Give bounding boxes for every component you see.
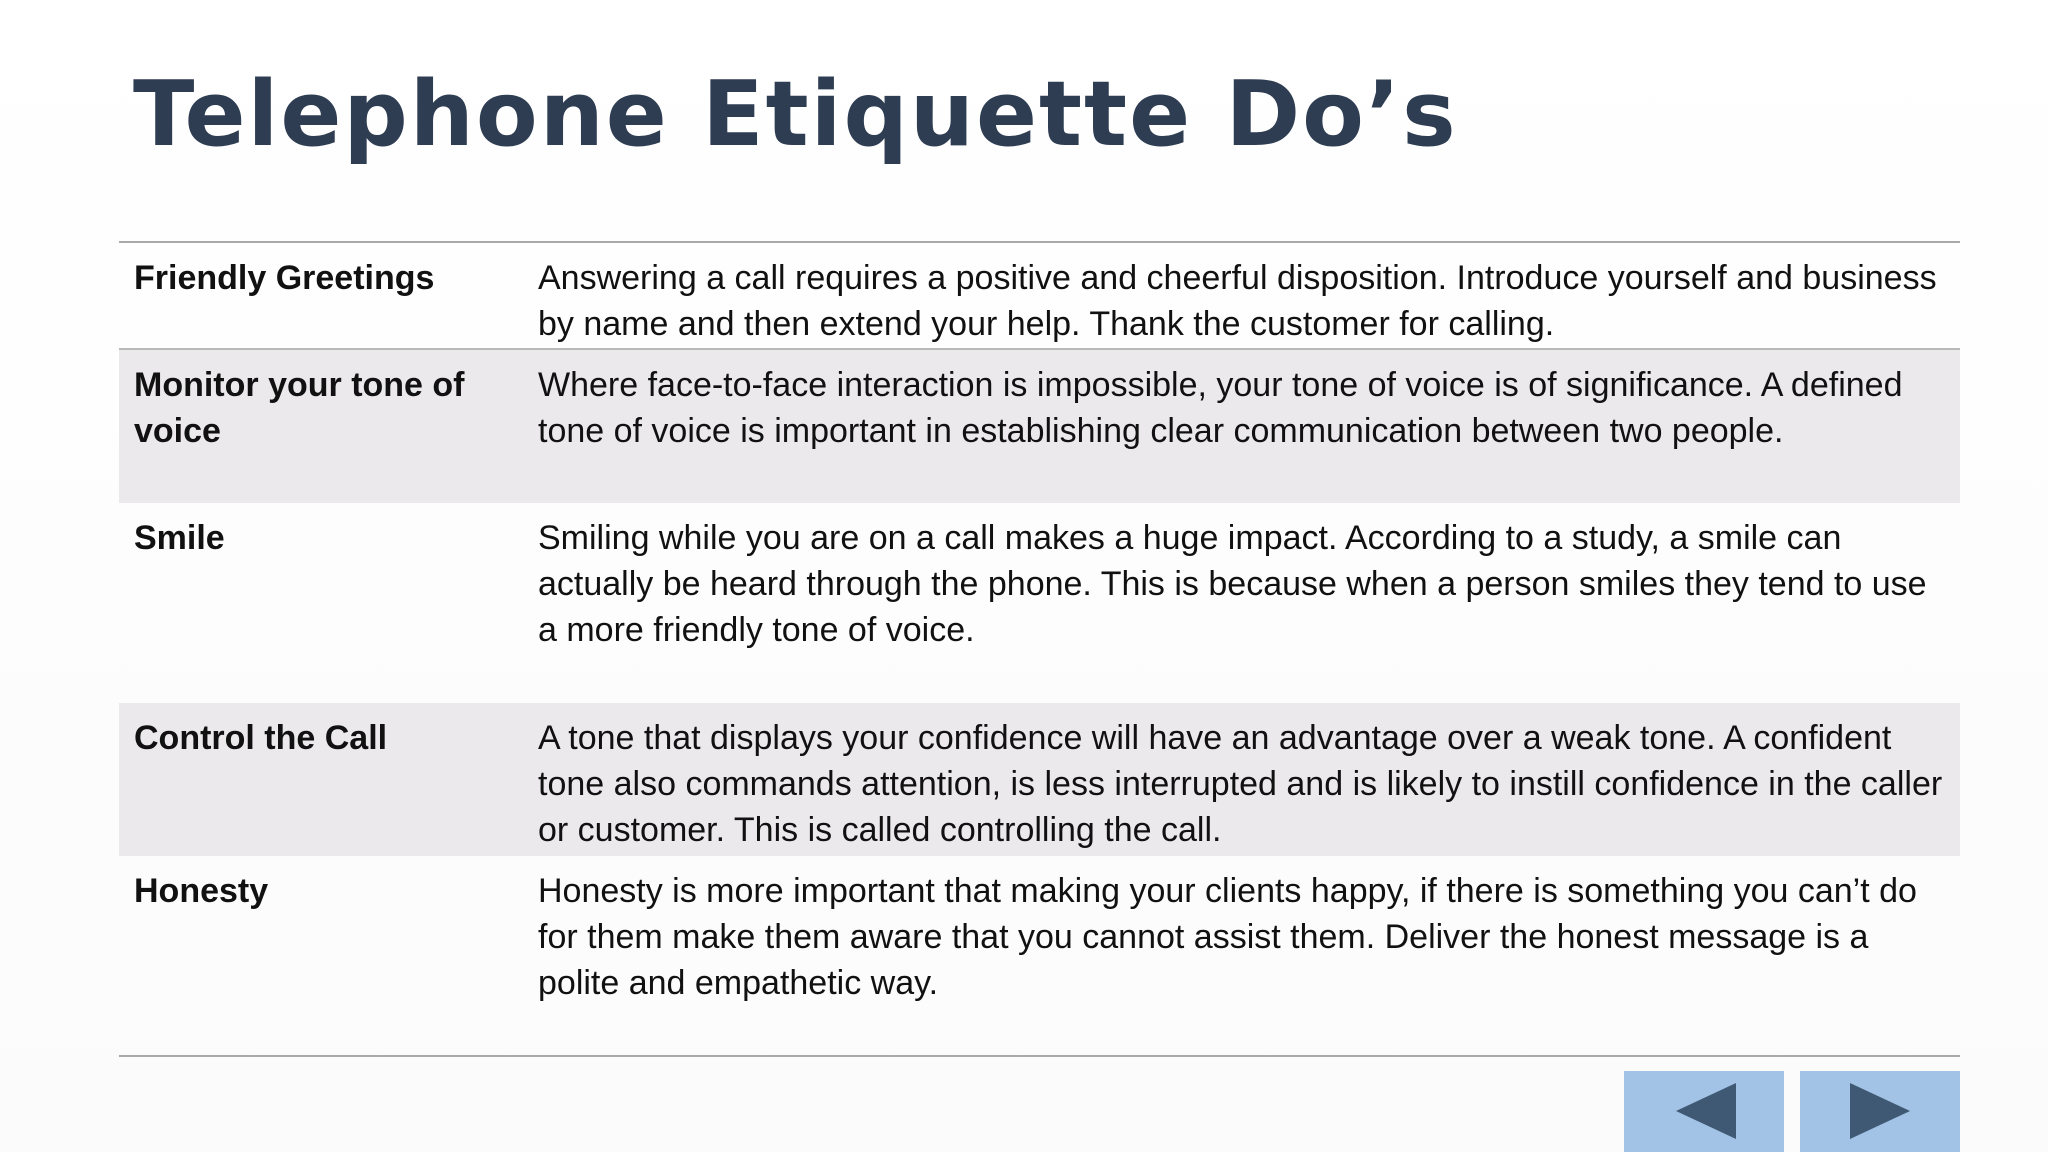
row-description: Honesty is more important that making your clients happy, if there is something you can’t do for them make them aware that you cannot assist them. Deliver the honest message is a polite and empathetic way. (538, 872, 1917, 1002)
slide-title: Telephone Etiquette Do’s (133, 62, 1458, 167)
etiquette-table (119, 241, 1960, 1057)
next-slide-button[interactable] (1800, 1071, 1960, 1152)
table-row (119, 703, 1960, 856)
triangle-right-icon (1800, 1071, 1960, 1152)
row-term: Honesty (134, 872, 269, 910)
triangle-left-icon (1624, 1071, 1784, 1152)
row-description: A tone that displays your confidence will have an advantage over a weak tone. A confident tone also commands attention, is less interrupted and is likely to instill confidence in the caller or customer. This is called controlling the call. (538, 719, 1943, 849)
row-description: Where face-to-face interaction is impossible, your tone of voice is of significance. A defined tone of voice is important in establishing clear communication between two people. (538, 366, 1903, 450)
table-row (119, 350, 1960, 503)
row-term: Smile (134, 519, 225, 557)
row-description: Answering a call requires a positive and cheerful disposition. Introduce yourself and business by name and then extend your help. Thank the customer for calling. (538, 259, 1937, 343)
row-term: Friendly Greetings (134, 259, 435, 297)
row-term: Control the Call (134, 719, 388, 757)
table-row (119, 243, 1960, 350)
table-row (119, 856, 1960, 1057)
table-row (119, 503, 1960, 703)
row-description: Smiling while you are on a call makes a huge impact. According to a study, a smile can actually be heard through the phone. This is because when a person smiles they tend to use a more friendly tone of voice. (538, 519, 1927, 649)
previous-slide-button[interactable] (1624, 1071, 1784, 1152)
row-term: Monitor your tone of voice (134, 366, 465, 450)
